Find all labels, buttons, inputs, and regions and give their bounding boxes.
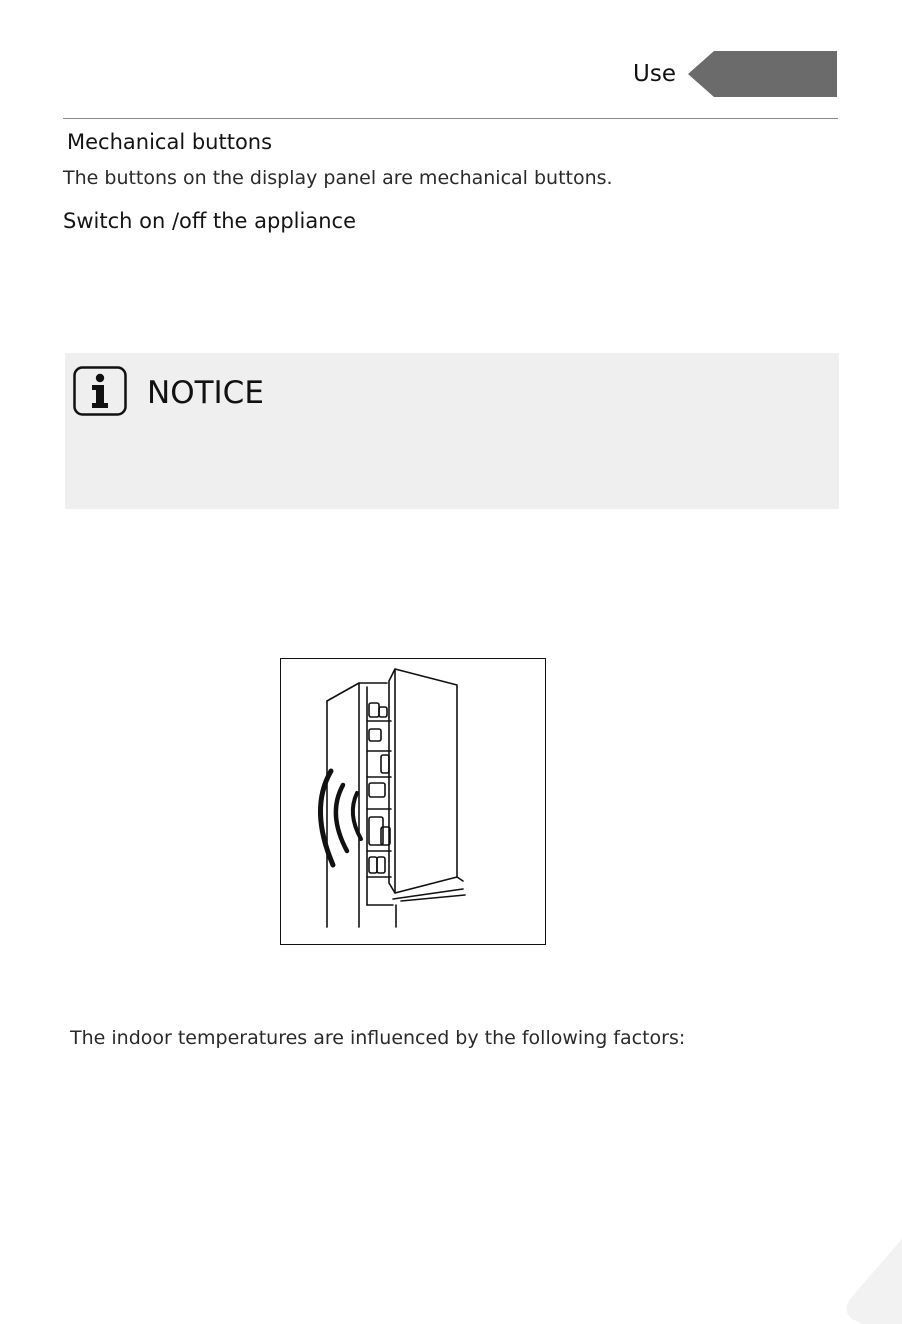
notice-box (65, 353, 839, 509)
switch-heading: Switch on /off the appliance (63, 209, 356, 233)
notice-title: NOTICE (147, 375, 264, 411)
section-label: Use (633, 61, 676, 87)
figure-frame (280, 658, 546, 945)
temperature-factors-text: The indoor temperatures are influenced by the following factors: (70, 1027, 686, 1049)
open-door-appliance-illustration (281, 659, 544, 943)
section-tab-arrow (688, 51, 837, 97)
mechanical-buttons-heading: Mechanical buttons (67, 130, 273, 154)
header-divider (63, 118, 838, 119)
info-icon (73, 366, 127, 416)
mechanical-buttons-text: The buttons on the display panel are mechanical buttons. (63, 167, 613, 189)
page-corner-mark (842, 1239, 902, 1324)
